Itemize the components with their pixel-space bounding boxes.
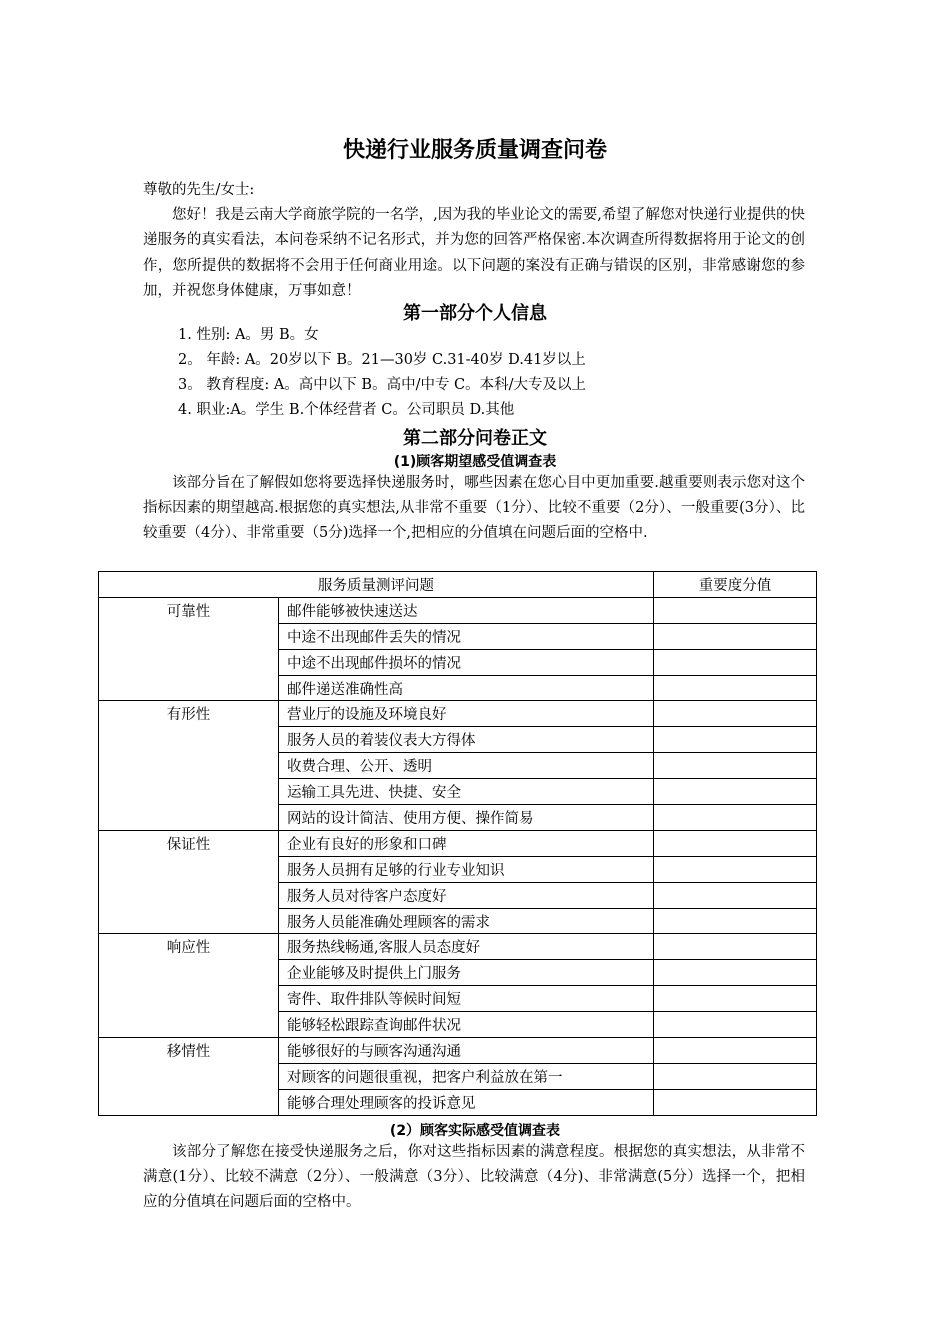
header-score: 重要度分值 (654, 572, 817, 598)
score-cell[interactable] (654, 675, 817, 701)
score-cell[interactable] (654, 779, 817, 805)
question-cell: 营业厅的设施及环境良好 (279, 701, 654, 727)
table-row (99, 830, 817, 856)
table-body (99, 597, 817, 1115)
table-row (99, 934, 817, 960)
info-item-gender: 1. 性别: A。男 B。女 (178, 327, 319, 343)
question-cell: 能够很好的与顾客沟通沟通 (279, 1038, 654, 1064)
table-row (99, 597, 817, 623)
question-cell: 邮件递送准确性高 (279, 675, 654, 701)
score-cell[interactable] (654, 597, 817, 623)
score-cell[interactable] (654, 986, 817, 1012)
category-cell: 响应性 (99, 934, 279, 1038)
part1-heading: 第一部分个人信息 (403, 303, 547, 324)
question-cell: 能够合理处理顾客的投诉意见 (279, 1089, 654, 1115)
score-cell[interactable] (654, 1038, 817, 1064)
question-cell: 服务人员对待客户态度好 (279, 882, 654, 908)
score-cell[interactable] (654, 1089, 817, 1115)
category-cell: 保证性 (99, 830, 279, 934)
score-cell[interactable] (654, 1012, 817, 1038)
intro-paragraph: 您好！我是云南大学商旅学院的一名学，,因为我的毕业论文的需要,希望了解您对快递行业提供的快递服务的真实看法，本问卷采纳不记名形式，并为您的回答严格保密.本次调查所得数据将用于论文的创作，您所提供的数据将不会用于任何商业用途。以下问题的案没有正确与错误的区别，非常感谢您的参加，并祝您身体健康，万事如意！ (143, 207, 805, 299)
score-cell[interactable] (654, 753, 817, 779)
section1-description: 该部分旨在了解假如您将要选择快递服务时，哪些因素在您心目中更加重要.越重要则表示您对这个指标因素的期望越高.根据您的真实想法,从非常不重要（1分）、比较不重要（2分）、一般重要(3分）、比较重要（4分）、非常重要（5分)选择一个,把相应的分值填在问题后面的空格中. (143, 475, 805, 542)
table-header-row (99, 572, 817, 598)
score-cell[interactable] (654, 830, 817, 856)
score-cell[interactable] (654, 856, 817, 882)
question-cell: 服务人员能准确处理顾客的需求 (279, 908, 654, 934)
section1-heading: (1)顾客期望感受值调查表 (393, 454, 557, 470)
intro-block (143, 178, 805, 304)
score-cell[interactable] (654, 1063, 817, 1089)
score-cell[interactable] (654, 908, 817, 934)
question-cell: 企业能够及时提供上门服务 (279, 960, 654, 986)
expectation-survey-table (98, 571, 817, 1116)
category-cell: 可靠性 (99, 597, 279, 701)
question-cell: 服务人员拥有足够的行业专业知识 (279, 856, 654, 882)
question-cell: 网站的设计简洁、使用方便、操作简易 (279, 805, 654, 831)
part2-heading: 第二部分问卷正文 (403, 428, 547, 449)
question-cell: 寄件、取件排队等候时间短 (279, 986, 654, 1012)
question-cell: 服务热线畅通,客服人员态度好 (279, 934, 654, 960)
score-cell[interactable] (654, 882, 817, 908)
score-cell[interactable] (654, 623, 817, 649)
question-cell: 邮件能够被快速送达 (279, 597, 654, 623)
section2-heading: (2）顾客实际感受值调查表 (389, 1123, 561, 1139)
score-cell[interactable] (654, 649, 817, 675)
section2-description-block (143, 1140, 805, 1216)
question-cell: 企业有良好的形象和口碑 (279, 830, 654, 856)
score-cell[interactable] (654, 701, 817, 727)
table-row (99, 1038, 817, 1064)
info-item-age: 2。 年龄: A。20岁以下 B。21—30岁 C.31-40岁 D.41岁以上 (178, 352, 586, 368)
section2-description: 该部分了解您在接受快递服务之后，你对这些指标因素的满意程度。根据您的真实想法，从非常不满意(1分）、比较不满意（2分）、一般满意（3分）、比较满意（4分)、非常满意(5分）选择一个，把相应的分值填在问题后面的空格中。 (143, 1144, 806, 1211)
info-item-education: 3。 教育程度: A。高中以下 B。高中/中专 C。本科/大专及以上 (178, 377, 587, 393)
score-cell[interactable] (654, 727, 817, 753)
question-cell: 中途不出现邮件损坏的情况 (279, 649, 654, 675)
score-cell[interactable] (654, 805, 817, 831)
personal-info-list (178, 323, 586, 423)
category-cell: 移情性 (99, 1038, 279, 1116)
page-title: 快递行业服务质量调查问卷 (342, 138, 607, 163)
section1-description-block (143, 471, 805, 547)
question-cell: 对顾客的问题很重视，把客户利益放在第一 (279, 1063, 654, 1089)
info-item-occupation: 4. 职业:A。学生 B.个体经营者 C。公司职员 D.其他 (178, 402, 515, 418)
question-cell: 收费合理、公开、透明 (279, 753, 654, 779)
question-cell: 能够轻松跟踪查询邮件状况 (279, 1012, 654, 1038)
score-cell[interactable] (654, 960, 817, 986)
category-cell: 有形性 (99, 701, 279, 830)
question-cell: 服务人员的着装仪表大方得体 (279, 727, 654, 753)
table-row (99, 701, 817, 727)
greeting: 尊敬的先生/女士: (143, 182, 255, 198)
question-cell: 运输工具先进、快捷、安全 (279, 779, 654, 805)
header-question: 服务质量测评问题 (99, 572, 654, 598)
question-cell: 中途不出现邮件丢失的情况 (279, 623, 654, 649)
score-cell[interactable] (654, 934, 817, 960)
